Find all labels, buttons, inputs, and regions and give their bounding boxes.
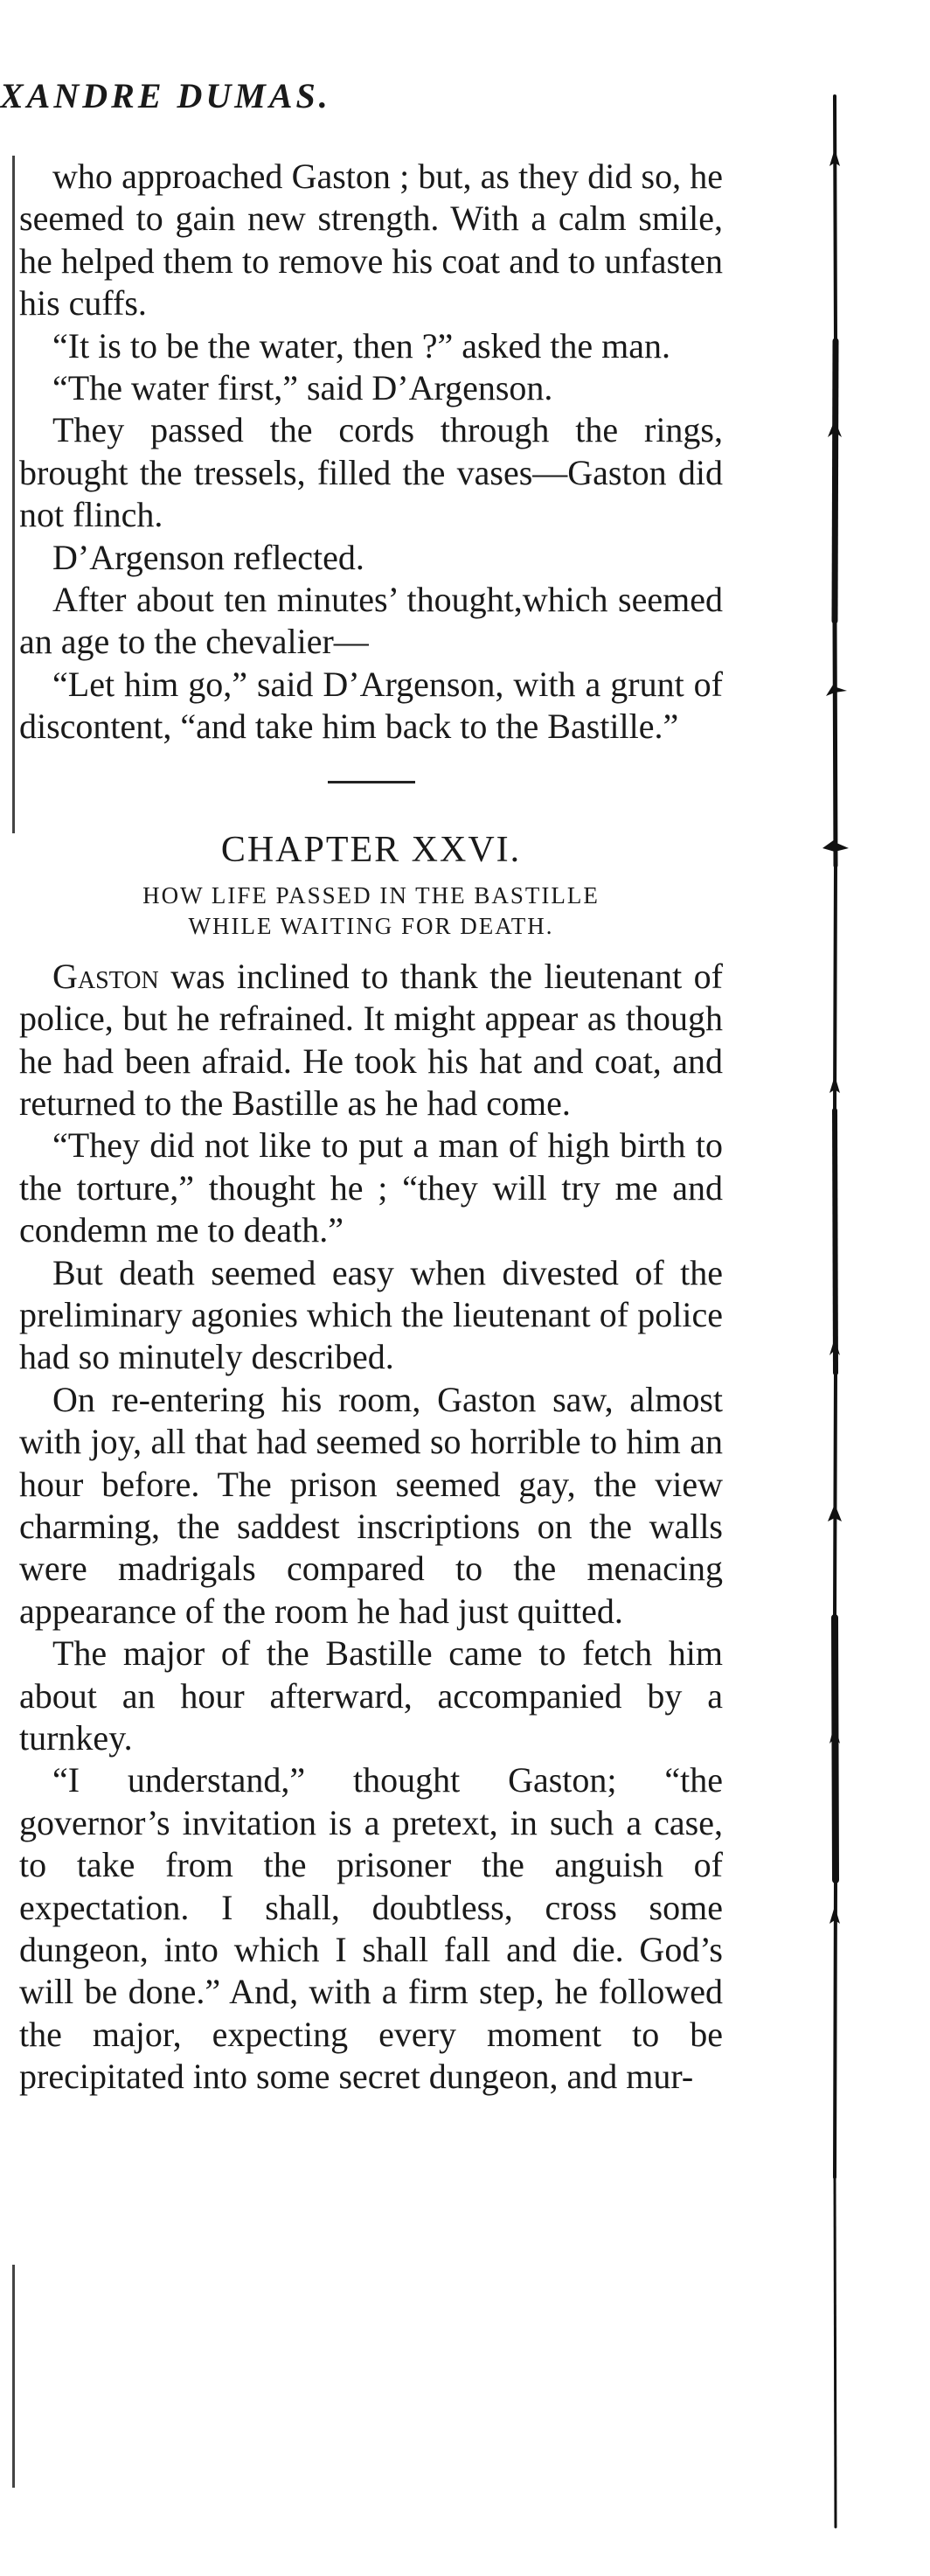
section-divider bbox=[328, 781, 415, 783]
opening-word: Gaston bbox=[52, 956, 159, 996]
paragraph: who approached Gaston ; but, as they did so, he seemed to gain new strength. With a calm smile, he helped them to remove his coat and to unfasten his cuffs. bbox=[19, 157, 723, 324]
paragraph: After about ten minutes’ thought,which seemed an age to the chevalier— bbox=[19, 580, 723, 662]
chapter-subtitle-line: WHILE WAITING FOR DEATH. bbox=[188, 912, 554, 939]
paragraph: D’Argenson reflected. bbox=[52, 537, 364, 577]
left-margin-rule bbox=[12, 156, 15, 833]
text-column bbox=[19, 156, 723, 2099]
left-margin-rule bbox=[12, 2265, 15, 2488]
paragraph: The major of the Bastille came to fetch him about an hour afterward, accompanied by a turnkey. bbox=[19, 1633, 723, 1758]
paragraph: “The water first,” said D’Argenson. bbox=[52, 368, 553, 408]
chapter-subtitle-line: HOW LIFE PASSED IN THE BASTILLE bbox=[142, 881, 600, 909]
paragraph: On re-entering his room, Gaston saw, almost with joy, all that had seemed so horrible to him an hour before. The prison seemed gay, the view charming, the saddest inscriptions on the walls were madrigals compared to the menacing appearance of the room he had just quitted. bbox=[19, 1379, 723, 1631]
chapter-title: CHAPTER XXVI. bbox=[220, 829, 522, 870]
paragraph: But death seemed easy when divested of the preliminary agonies which the lieutenant of police had so minutely described. bbox=[19, 1252, 723, 1377]
paragraph: “It is to be the water, then ?” asked the man. bbox=[52, 325, 671, 366]
paragraph: “They did not like to put a man of high birth to the torture,” thought he ; “they will try me and condemn me to death.” bbox=[19, 1125, 723, 1250]
paragraph: “I understand,” thought Gaston; “the governor’s invitation is a pretext, in such a case, to take from the prisoner the anguish of expectation. I shall, doubtless, cross some dungeon, into which I shall fall and die. God’s will be done.” And, with a firm step, he followed the major, expecting every moment to be precipitated into some secret dungeon, and mur- bbox=[19, 1760, 723, 2097]
paragraph: “Let him go,” said D’Argenson, with a grunt of discontent, “and take him back to the Bastille.” bbox=[19, 664, 723, 747]
paragraph: They passed the cords through the rings, brought the tressels, filled the vases—Gaston did not flinch. bbox=[19, 410, 723, 535]
chapter-subtitle bbox=[19, 881, 723, 942]
opening-paragraph-text: was inclined to thank the lieutenant of police, but he refrained. It might appear as though he had been afraid. He took his hat and coat, and returned to the Bastille as he had come. bbox=[19, 956, 723, 1123]
opening-paragraph bbox=[19, 956, 723, 1125]
binding-edge bbox=[817, 79, 852, 2545]
running-head: XANDRE DUMAS. bbox=[0, 76, 331, 115]
